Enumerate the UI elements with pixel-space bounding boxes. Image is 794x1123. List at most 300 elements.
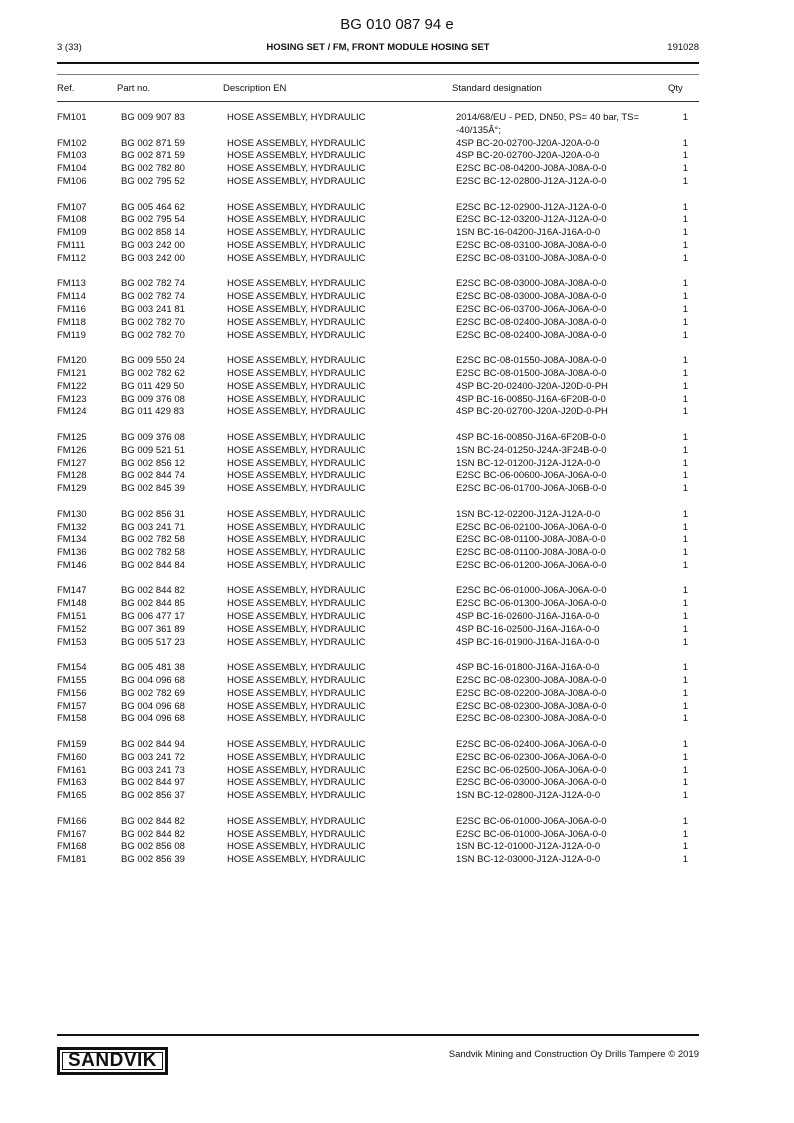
qty-cell: 1 bbox=[682, 828, 688, 840]
table-row bbox=[0, 611, 794, 624]
table-row bbox=[0, 790, 794, 803]
table-row bbox=[0, 739, 794, 752]
standard-cell-continuation: -40/135Â°; bbox=[456, 124, 501, 136]
standard-cell: E2SC BC-12-02900-J12A-J12A-0-0 bbox=[456, 201, 607, 213]
qty-cell: 1 bbox=[682, 521, 688, 533]
ref-cell: FM136 bbox=[57, 547, 87, 559]
table-row bbox=[0, 509, 794, 522]
ref-cell: FM118 bbox=[57, 316, 86, 328]
standard-cell: 1SN BC-12-02800-J12A-J12A-0-0 bbox=[456, 790, 601, 802]
footer-rule bbox=[57, 1034, 699, 1036]
standard-cell: 1SN BC-12-01000-J12A-J12A-0-0 bbox=[456, 841, 601, 853]
description-cell: HOSE ASSEMBLY, HYDRAULIC bbox=[227, 611, 366, 623]
qty-cell: 1 bbox=[682, 316, 688, 328]
standard-cell: E2SC BC-08-02400-J08A-J08A-0-0 bbox=[456, 329, 607, 341]
qty-cell: 1 bbox=[682, 150, 688, 162]
table-row bbox=[0, 547, 794, 560]
ref-cell: FM161 bbox=[57, 764, 87, 776]
ref-cell: FM167 bbox=[57, 828, 87, 840]
part-no-cell: BG 005 517 23 bbox=[121, 636, 185, 648]
description-cell: HOSE ASSEMBLY, HYDRAULIC bbox=[227, 150, 366, 162]
ref-cell: FM125 bbox=[57, 431, 87, 443]
ref-cell: FM134 bbox=[57, 534, 87, 546]
standard-cell: E2SC BC-06-02100-J06A-J06A-0-0 bbox=[456, 521, 607, 533]
table-row bbox=[0, 330, 794, 343]
part-no-cell: BG 002 844 97 bbox=[121, 777, 185, 789]
page-header bbox=[57, 42, 699, 56]
qty-cell: 1 bbox=[682, 112, 688, 123]
part-no-cell: BG 003 242 00 bbox=[121, 252, 185, 264]
qty-cell: 1 bbox=[682, 611, 688, 623]
table-row bbox=[0, 214, 794, 227]
group-spacer bbox=[0, 726, 794, 739]
group-spacer bbox=[0, 649, 794, 662]
description-cell: HOSE ASSEMBLY, HYDRAULIC bbox=[227, 777, 366, 789]
description-cell: HOSE ASSEMBLY, HYDRAULIC bbox=[227, 316, 366, 328]
header-rule-thick bbox=[57, 62, 699, 64]
ref-cell: FM181 bbox=[57, 854, 87, 866]
ref-cell: FM116 bbox=[57, 303, 86, 315]
qty-cell: 1 bbox=[682, 163, 688, 175]
description-cell: HOSE ASSEMBLY, HYDRAULIC bbox=[227, 828, 366, 840]
part-no-cell: BG 002 782 62 bbox=[121, 367, 185, 379]
ref-cell: FM106 bbox=[57, 175, 87, 187]
part-no-cell: BG 002 782 69 bbox=[121, 687, 185, 699]
qty-cell: 1 bbox=[682, 700, 688, 712]
qty-cell: 1 bbox=[682, 675, 688, 687]
ref-cell: FM148 bbox=[57, 598, 87, 610]
description-cell: HOSE ASSEMBLY, HYDRAULIC bbox=[227, 137, 366, 149]
description-cell: HOSE ASSEMBLY, HYDRAULIC bbox=[227, 201, 366, 213]
standard-cell: E2SC BC-08-02300-J08A-J08A-0-0 bbox=[456, 675, 607, 687]
description-cell: HOSE ASSEMBLY, HYDRAULIC bbox=[227, 585, 366, 597]
standard-cell: E2SC BC-08-03000-J08A-J08A-0-0 bbox=[456, 278, 607, 290]
part-no-cell: BG 002 782 58 bbox=[121, 534, 185, 546]
ref-cell: FM160 bbox=[57, 751, 87, 763]
part-no-cell: BG 002 844 74 bbox=[121, 470, 185, 482]
part-no-cell: BG 003 241 81 bbox=[121, 303, 185, 315]
part-no-cell: BG 009 907 83 bbox=[121, 112, 185, 123]
description-cell: HOSE ASSEMBLY, HYDRAULIC bbox=[227, 444, 366, 456]
part-no-cell: BG 002 844 94 bbox=[121, 739, 185, 751]
qty-cell: 1 bbox=[682, 380, 688, 392]
qty-cell: 1 bbox=[682, 470, 688, 482]
qty-cell: 1 bbox=[682, 137, 688, 149]
part-no-cell: BG 009 376 08 bbox=[121, 431, 185, 443]
table-row bbox=[0, 112, 794, 125]
standard-cell: 1SN BC-16-04200-J16A-J16A-0-0 bbox=[456, 227, 601, 239]
description-cell: HOSE ASSEMBLY, HYDRAULIC bbox=[227, 662, 366, 674]
table-row bbox=[0, 458, 794, 471]
standard-cell: 4SP BC-16-02600-J16A-J16A-0-0 bbox=[456, 611, 600, 623]
standard-cell: 4SP BC-20-02700-J20A-J20D-0-PH bbox=[456, 406, 608, 418]
part-no-cell: BG 002 782 70 bbox=[121, 316, 185, 328]
table-row bbox=[0, 585, 794, 598]
qty-cell: 1 bbox=[682, 291, 688, 303]
ref-cell: FM154 bbox=[57, 662, 87, 674]
page-indicator: 3 (33) bbox=[57, 42, 82, 53]
part-no-cell: BG 003 241 71 bbox=[121, 521, 185, 533]
part-no-cell: BG 009 550 24 bbox=[121, 355, 185, 367]
description-cell: HOSE ASSEMBLY, HYDRAULIC bbox=[227, 431, 366, 443]
ref-cell: FM152 bbox=[57, 623, 87, 635]
description-cell: HOSE ASSEMBLY, HYDRAULIC bbox=[227, 815, 366, 827]
standard-cell: E2SC BC-08-01550-J08A-J08A-0-0 bbox=[456, 355, 607, 367]
ref-cell: FM120 bbox=[57, 355, 87, 367]
part-no-cell: BG 003 241 73 bbox=[121, 764, 185, 776]
qty-cell: 1 bbox=[682, 175, 688, 187]
table-row bbox=[0, 432, 794, 445]
description-cell: HOSE ASSEMBLY, HYDRAULIC bbox=[227, 227, 366, 239]
table-row bbox=[0, 138, 794, 151]
table-row bbox=[0, 227, 794, 240]
table-row bbox=[0, 406, 794, 419]
table-row bbox=[0, 368, 794, 381]
table-row bbox=[0, 163, 794, 176]
page-title: HOSING SET / FM, FRONT MODULE HOSING SET bbox=[266, 42, 490, 53]
standard-cell: E2SC BC-06-01200-J06A-J06A-0-0 bbox=[456, 559, 607, 571]
qty-cell: 1 bbox=[682, 214, 688, 226]
description-cell: HOSE ASSEMBLY, HYDRAULIC bbox=[227, 675, 366, 687]
ref-cell: FM168 bbox=[57, 841, 87, 853]
column-header-part-no: Part no. bbox=[117, 83, 151, 94]
description-cell: HOSE ASSEMBLY, HYDRAULIC bbox=[227, 291, 366, 303]
column-header-ref: Ref. bbox=[57, 83, 75, 94]
standard-cell: E2SC BC-08-02300-J08A-J08A-0-0 bbox=[456, 713, 607, 725]
standard-cell: E2SC BC-08-03100-J08A-J08A-0-0 bbox=[456, 252, 607, 264]
part-no-cell: BG 009 521 51 bbox=[121, 444, 185, 456]
table-row bbox=[0, 253, 794, 266]
qty-cell: 1 bbox=[682, 687, 688, 699]
qty-cell: 1 bbox=[682, 751, 688, 763]
ref-cell: FM166 bbox=[57, 815, 87, 827]
ref-cell: FM127 bbox=[57, 457, 87, 469]
description-cell: HOSE ASSEMBLY, HYDRAULIC bbox=[227, 739, 366, 751]
ref-cell: FM123 bbox=[57, 393, 87, 405]
description-cell: HOSE ASSEMBLY, HYDRAULIC bbox=[227, 687, 366, 699]
description-cell: HOSE ASSEMBLY, HYDRAULIC bbox=[227, 508, 366, 520]
qty-cell: 1 bbox=[682, 393, 688, 405]
description-cell: HOSE ASSEMBLY, HYDRAULIC bbox=[227, 457, 366, 469]
description-cell: HOSE ASSEMBLY, HYDRAULIC bbox=[227, 764, 366, 776]
ref-cell: FM130 bbox=[57, 508, 87, 520]
qty-cell: 1 bbox=[682, 508, 688, 520]
description-cell: HOSE ASSEMBLY, HYDRAULIC bbox=[227, 521, 366, 533]
qty-cell: 1 bbox=[682, 598, 688, 610]
qty-cell: 1 bbox=[682, 534, 688, 546]
part-no-cell: BG 004 096 68 bbox=[121, 675, 185, 687]
header-rule-thin bbox=[57, 74, 699, 75]
column-header-rule bbox=[57, 101, 699, 102]
qty-cell: 1 bbox=[682, 355, 688, 367]
ref-cell: FM126 bbox=[57, 444, 87, 456]
standard-cell: 1SN BC-12-03000-J12A-J12A-0-0 bbox=[456, 854, 601, 866]
description-cell: HOSE ASSEMBLY, HYDRAULIC bbox=[227, 598, 366, 610]
column-header-qty: Qty bbox=[668, 83, 683, 94]
description-cell: HOSE ASSEMBLY, HYDRAULIC bbox=[227, 623, 366, 635]
part-no-cell: BG 011 429 83 bbox=[121, 406, 185, 418]
standard-cell: E2SC BC-06-00600-J06A-J06A-0-0 bbox=[456, 470, 607, 482]
qty-cell: 1 bbox=[682, 547, 688, 559]
table-row bbox=[0, 278, 794, 291]
table-row bbox=[0, 176, 794, 189]
ref-cell: FM101 bbox=[57, 112, 87, 123]
table-row bbox=[0, 394, 794, 407]
table-row bbox=[0, 701, 794, 714]
standard-cell: 1SN BC-12-01200-J12A-J12A-0-0 bbox=[456, 457, 601, 469]
ref-cell: FM111 bbox=[57, 239, 86, 251]
description-cell: HOSE ASSEMBLY, HYDRAULIC bbox=[227, 854, 366, 866]
qty-cell: 1 bbox=[682, 815, 688, 827]
table-row bbox=[0, 291, 794, 304]
table-row bbox=[0, 675, 794, 688]
description-cell: HOSE ASSEMBLY, HYDRAULIC bbox=[227, 278, 366, 290]
ref-cell: FM108 bbox=[57, 214, 87, 226]
qty-cell: 1 bbox=[682, 239, 688, 251]
date-code: 191028 bbox=[667, 42, 699, 53]
standard-cell: E2SC BC-06-01700-J06A-J06B-0-0 bbox=[456, 483, 607, 495]
ref-cell: FM114 bbox=[57, 291, 86, 303]
description-cell: HOSE ASSEMBLY, HYDRAULIC bbox=[227, 380, 366, 392]
table-row bbox=[0, 522, 794, 535]
part-no-cell: BG 005 464 62 bbox=[121, 201, 185, 213]
group-spacer bbox=[0, 419, 794, 432]
standard-cell: E2SC BC-08-01100-J08A-J08A-0-0 bbox=[456, 534, 606, 546]
part-no-cell: BG 002 856 37 bbox=[121, 790, 185, 802]
ref-cell: FM151 bbox=[57, 611, 87, 623]
standard-cell: E2SC BC-08-04200-J08A-J08A-0-0 bbox=[456, 163, 607, 175]
ref-cell: FM165 bbox=[57, 790, 87, 802]
qty-cell: 1 bbox=[682, 431, 688, 443]
ref-cell: FM129 bbox=[57, 483, 87, 495]
ref-cell: FM146 bbox=[57, 559, 87, 571]
standard-cell: 1SN BC-24-01250-J24A-3F24B-0-0 bbox=[456, 444, 607, 456]
ref-cell: FM159 bbox=[57, 739, 87, 751]
ref-cell: FM102 bbox=[57, 137, 87, 149]
qty-cell: 1 bbox=[682, 739, 688, 751]
part-no-cell: BG 002 795 54 bbox=[121, 214, 185, 226]
table-row bbox=[0, 470, 794, 483]
description-cell: HOSE ASSEMBLY, HYDRAULIC bbox=[227, 303, 366, 315]
ref-cell: FM109 bbox=[57, 227, 87, 239]
table-row bbox=[0, 483, 794, 496]
standard-cell: E2SC BC-06-02500-J06A-J06A-0-0 bbox=[456, 764, 607, 776]
qty-cell: 1 bbox=[682, 790, 688, 802]
group-spacer bbox=[0, 342, 794, 355]
standard-cell: E2SC BC-08-01500-J08A-J08A-0-0 bbox=[456, 367, 607, 379]
ref-cell: FM112 bbox=[57, 252, 86, 264]
standard-cell: E2SC BC-08-01100-J08A-J08A-0-0 bbox=[456, 547, 606, 559]
description-cell: HOSE ASSEMBLY, HYDRAULIC bbox=[227, 367, 366, 379]
part-no-cell: BG 002 856 12 bbox=[121, 457, 185, 469]
part-no-cell: BG 011 429 50 bbox=[121, 380, 185, 392]
standard-cell: 4SP BC-20-02700-J20A-J20A-0-0 bbox=[456, 137, 600, 149]
table-row bbox=[0, 829, 794, 842]
qty-cell: 1 bbox=[682, 559, 688, 571]
description-cell: HOSE ASSEMBLY, HYDRAULIC bbox=[227, 470, 366, 482]
group-spacer bbox=[0, 803, 794, 816]
qty-cell: 1 bbox=[682, 252, 688, 264]
table-row bbox=[0, 381, 794, 394]
parts-table bbox=[0, 112, 794, 867]
qty-cell: 1 bbox=[682, 585, 688, 597]
column-header-description: Description EN bbox=[223, 83, 287, 94]
part-no-cell: BG 002 844 82 bbox=[121, 585, 185, 597]
description-cell: HOSE ASSEMBLY, HYDRAULIC bbox=[227, 751, 366, 763]
ref-cell: FM107 bbox=[57, 201, 87, 213]
ref-cell: FM155 bbox=[57, 675, 87, 687]
qty-cell: 1 bbox=[682, 201, 688, 213]
qty-cell: 1 bbox=[682, 444, 688, 456]
part-no-cell: BG 002 856 08 bbox=[121, 841, 185, 853]
qty-cell: 1 bbox=[682, 278, 688, 290]
description-cell: HOSE ASSEMBLY, HYDRAULIC bbox=[227, 112, 366, 123]
standard-cell: E2SC BC-08-03100-J08A-J08A-0-0 bbox=[456, 239, 607, 251]
document-number: BG 010 087 94 e bbox=[340, 16, 454, 33]
standard-cell: E2SC BC-12-02800-J12A-J12A-0-0 bbox=[456, 175, 607, 187]
qty-cell: 1 bbox=[682, 303, 688, 315]
table-row bbox=[0, 854, 794, 867]
description-cell: HOSE ASSEMBLY, HYDRAULIC bbox=[227, 163, 366, 175]
description-cell: HOSE ASSEMBLY, HYDRAULIC bbox=[227, 713, 366, 725]
qty-cell: 1 bbox=[682, 841, 688, 853]
part-no-cell: BG 002 871 59 bbox=[121, 150, 185, 162]
standard-cell: E2SC BC-06-02400-J06A-J06A-0-0 bbox=[456, 739, 607, 751]
column-header-standard: Standard designation bbox=[452, 83, 542, 94]
ref-cell: FM128 bbox=[57, 470, 87, 482]
description-cell: HOSE ASSEMBLY, HYDRAULIC bbox=[227, 534, 366, 546]
table-row bbox=[0, 445, 794, 458]
qty-cell: 1 bbox=[682, 367, 688, 379]
table-row-continuation bbox=[0, 125, 794, 138]
table-row bbox=[0, 624, 794, 637]
standard-cell: E2SC BC-12-03200-J12A-J12A-0-0 bbox=[456, 214, 607, 226]
part-no-cell: BG 002 871 59 bbox=[121, 137, 185, 149]
standard-cell: 1SN BC-12-02200-J12A-J12A-0-0 bbox=[456, 508, 601, 520]
table-row bbox=[0, 637, 794, 650]
footer-copyright: Sandvik Mining and Construction Oy Drills Tampere © 2019 bbox=[448, 1049, 699, 1060]
description-cell: HOSE ASSEMBLY, HYDRAULIC bbox=[227, 175, 366, 187]
qty-cell: 1 bbox=[682, 764, 688, 776]
description-cell: HOSE ASSEMBLY, HYDRAULIC bbox=[227, 406, 366, 418]
group-spacer bbox=[0, 266, 794, 279]
table-row bbox=[0, 317, 794, 330]
qty-cell: 1 bbox=[682, 636, 688, 648]
part-no-cell: BG 009 376 08 bbox=[121, 393, 185, 405]
qty-cell: 1 bbox=[682, 457, 688, 469]
part-no-cell: BG 002 845 39 bbox=[121, 483, 185, 495]
table-row bbox=[0, 713, 794, 726]
standard-cell: E2SC BC-06-02300-J06A-J06A-0-0 bbox=[456, 751, 607, 763]
standard-cell: E2SC BC-08-02300-J08A-J08A-0-0 bbox=[456, 700, 607, 712]
table-row bbox=[0, 662, 794, 675]
part-no-cell: BG 004 096 68 bbox=[121, 713, 185, 725]
standard-cell: 4SP BC-16-01900-J16A-J16A-0-0 bbox=[456, 636, 600, 648]
sandvik-logo-text: SANDVIK bbox=[67, 1050, 157, 1071]
table-row bbox=[0, 841, 794, 854]
ref-cell: FM124 bbox=[57, 406, 87, 418]
qty-cell: 1 bbox=[682, 329, 688, 341]
description-cell: HOSE ASSEMBLY, HYDRAULIC bbox=[227, 790, 366, 802]
part-no-cell: BG 002 856 31 bbox=[121, 508, 185, 520]
part-no-cell: BG 004 096 68 bbox=[121, 700, 185, 712]
part-no-cell: BG 002 795 52 bbox=[121, 175, 185, 187]
part-no-cell: BG 002 844 82 bbox=[121, 815, 185, 827]
standard-cell: E2SC BC-06-01300-J06A-J06A-0-0 bbox=[456, 598, 607, 610]
standard-cell: E2SC BC-06-01000-J06A-J06A-0-0 bbox=[456, 585, 607, 597]
description-cell: HOSE ASSEMBLY, HYDRAULIC bbox=[227, 547, 366, 559]
table-row bbox=[0, 598, 794, 611]
ref-cell: FM113 bbox=[57, 278, 86, 290]
standard-cell: 2014/68/EU - PED, DN50, PS= 40 bar, TS= bbox=[456, 112, 640, 123]
ref-cell: FM156 bbox=[57, 687, 87, 699]
standard-cell: E2SC BC-06-03700-J06A-J06A-0-0 bbox=[456, 303, 607, 315]
part-no-cell: BG 005 481 38 bbox=[121, 662, 185, 674]
table-row bbox=[0, 355, 794, 368]
qty-cell: 1 bbox=[682, 854, 688, 866]
table-row bbox=[0, 202, 794, 215]
description-cell: HOSE ASSEMBLY, HYDRAULIC bbox=[227, 636, 366, 648]
qty-cell: 1 bbox=[682, 662, 688, 674]
part-no-cell: BG 002 782 70 bbox=[121, 329, 185, 341]
ref-cell: FM104 bbox=[57, 163, 87, 175]
standard-cell: E2SC BC-08-02200-J08A-J08A-0-0 bbox=[456, 687, 607, 699]
table-row bbox=[0, 816, 794, 829]
part-no-cell: BG 002 856 39 bbox=[121, 854, 185, 866]
part-no-cell: BG 002 844 84 bbox=[121, 559, 185, 571]
part-no-cell: BG 003 242 00 bbox=[121, 239, 185, 251]
description-cell: HOSE ASSEMBLY, HYDRAULIC bbox=[227, 329, 366, 341]
standard-cell: 4SP BC-20-02400-J20A-J20D-0-PH bbox=[456, 380, 608, 392]
ref-cell: FM119 bbox=[57, 329, 86, 341]
qty-cell: 1 bbox=[682, 713, 688, 725]
ref-cell: FM163 bbox=[57, 777, 87, 789]
standard-cell: 4SP BC-20-02700-J20A-J20A-0-0 bbox=[456, 150, 600, 162]
part-no-cell: BG 002 782 80 bbox=[121, 163, 185, 175]
standard-cell: E2SC BC-06-01000-J06A-J06A-0-0 bbox=[456, 815, 607, 827]
table-row bbox=[0, 150, 794, 163]
part-no-cell: BG 003 241 72 bbox=[121, 751, 185, 763]
description-cell: HOSE ASSEMBLY, HYDRAULIC bbox=[227, 841, 366, 853]
standard-cell: 4SP BC-16-00850-J16A-6F20B-0-0 bbox=[456, 431, 606, 443]
ref-cell: FM132 bbox=[57, 521, 87, 533]
part-no-cell: BG 002 844 82 bbox=[121, 828, 185, 840]
description-cell: HOSE ASSEMBLY, HYDRAULIC bbox=[227, 559, 366, 571]
table-row bbox=[0, 534, 794, 547]
qty-cell: 1 bbox=[682, 483, 688, 495]
ref-cell: FM121 bbox=[57, 367, 87, 379]
ref-cell: FM157 bbox=[57, 700, 87, 712]
part-no-cell: BG 007 361 89 bbox=[121, 623, 185, 635]
standard-cell: E2SC BC-08-03000-J08A-J08A-0-0 bbox=[456, 291, 607, 303]
table-row bbox=[0, 752, 794, 765]
description-cell: HOSE ASSEMBLY, HYDRAULIC bbox=[227, 239, 366, 251]
qty-cell: 1 bbox=[682, 227, 688, 239]
part-no-cell: BG 002 844 85 bbox=[121, 598, 185, 610]
description-cell: HOSE ASSEMBLY, HYDRAULIC bbox=[227, 252, 366, 264]
table-row bbox=[0, 777, 794, 790]
part-no-cell: BG 002 782 74 bbox=[121, 278, 185, 290]
ref-cell: FM153 bbox=[57, 636, 87, 648]
table-row bbox=[0, 240, 794, 253]
description-cell: HOSE ASSEMBLY, HYDRAULIC bbox=[227, 355, 366, 367]
table-row bbox=[0, 304, 794, 317]
part-no-cell: BG 002 782 74 bbox=[121, 291, 185, 303]
table-row bbox=[0, 688, 794, 701]
qty-cell: 1 bbox=[682, 777, 688, 789]
description-cell: HOSE ASSEMBLY, HYDRAULIC bbox=[227, 483, 366, 495]
part-no-cell: BG 006 477 17 bbox=[121, 611, 185, 623]
